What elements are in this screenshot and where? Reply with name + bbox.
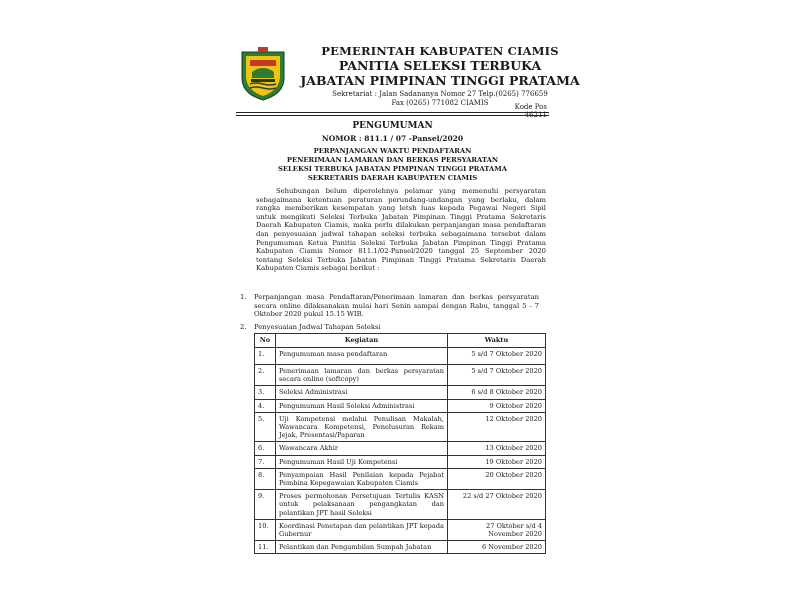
committee-name: PANITIA SELEKSI TERBUKA [338, 58, 542, 73]
intro-paragraph [256, 187, 546, 273]
table-row [255, 455, 546, 468]
subtitle-line: SEKRETARIS DAERAH KABUPATEN CIAMIS [307, 174, 478, 182]
cell-waktu: 9 Oktober 2020 [448, 399, 546, 412]
column-header-kegiatan: Kegiatan [276, 334, 448, 348]
letterhead-rule [236, 112, 549, 113]
table-row [255, 399, 546, 412]
cell-waktu: 5 s/d 7 Oktober 2020 [448, 348, 546, 365]
table-header-row [255, 334, 546, 348]
announcement-number: NOMOR : 811.1 / 07 -Pansel/2020 [321, 134, 464, 143]
cell-no: 7. [255, 455, 276, 468]
position-name: JABATAN PIMPINAN TINGGI PRATAMA [300, 73, 580, 88]
cell-waktu: 6 November 2020 [448, 541, 546, 554]
cell-kegiatan: Koordinasi Penetapan dan pelantikan JPT kepada Gubernur [276, 519, 448, 540]
cell-kegiatan: Penyampaian Hasil Penilaian kepada Pejabat Pembina Kepegawaian Kabupaten Ciamis [276, 468, 448, 489]
cell-no: 3. [255, 386, 276, 399]
intro-text: Sehubungan belum diperolehnya pelamar yang memenuhi persyaratan sebagaimana ketentuan peraturan perundang-undangan yang berlaku, dalam rangka memberikan kesempatan yang letsh luas kepada Pegawai Negeri Sipil untuk mengikuti Seleksi Terbuka Jabatan Pimpinan Tinggi Pratama Sekretaris Daerah Kabupaten Ciamis, maka perlu dilakukan perpanjangan masa pendaftaran dan penyesuaian jadwal tahapan seleksi terbuka sebagaimana tersebut dalam Pengumuman Ketua Panitia Seleksi Terbuka Jabatan Pimpinan Tinggi Pratama Kabupaten Ciamis Nomor 811.1/02-Pansel/2020 tanggal 25 September 2020 tentang Seleksi Terbuka Jabatan Pimpinan Tinggi Pratama Sekretaris Daerah Kabupaten Ciamis sebagai berikut : [256, 187, 546, 273]
cell-no: 2. [255, 365, 276, 386]
table-row [255, 519, 546, 540]
cell-kegiatan: Penerimaan lamaran dan berkas persyaratan secara online (softcopy) [276, 365, 448, 386]
cell-waktu: 27 Oktober s/d 4 November 2020 [448, 519, 546, 540]
cell-no: 6. [255, 442, 276, 455]
table-row [255, 365, 546, 386]
cell-no: 8. [255, 468, 276, 489]
list-item-text: Perpanjangan masa Pendaftaran/Penerimaan lamaran dan berkas persyaratan secara online dilaksanakan mulai hari Senin sampai dengan Rabu, tanggal 5 - 7 Oktober 2020 pukul 15.15 WIB. [254, 293, 539, 319]
table-row [255, 490, 546, 520]
cell-kegiatan: Pelantikan dan Pengambilan Sumpah Jabatan [276, 541, 448, 554]
table-row [255, 386, 546, 399]
address-line-2: Fax (0265) 771082 CIAMIS [391, 99, 489, 107]
address-line-1: Sekretariat : Jalan Sadananya Nomor 27 Telp.(0265) 776659 [332, 90, 548, 98]
list-item-text: Penyesuaian Jadwal Tahapan Seleksi [254, 323, 381, 331]
subtitle-line: PERPANJANGAN WAKTU PENDAFTARAN [313, 147, 472, 155]
column-header-no: No [255, 334, 276, 348]
cell-no: 9. [255, 490, 276, 520]
list-item-number: 2. [240, 323, 247, 331]
table-row [255, 442, 546, 455]
subtitle-line: SELEKSI TERBUKA JABATAN PIMPINAN TINGGI PRATAMA [277, 165, 508, 173]
cell-kegiatan: Uji Kompetensi melalui Penulisan Makalah, Wawancara Kompetensi, Penelusuran Rekam Jejak, Presentasi/Paparan [276, 412, 448, 442]
letterhead [300, 44, 580, 108]
postal-code: Kode Pos 46211 [514, 103, 547, 119]
cell-kegiatan: Seleksi Administrasi [276, 386, 448, 399]
cell-waktu: 20 Oktober 2020 [448, 468, 546, 489]
letterhead-rule-thin [236, 115, 549, 116]
table-row [255, 412, 546, 442]
cell-waktu: 5 s/d 7 Oktober 2020 [448, 365, 546, 386]
cell-no: 1. [255, 348, 276, 365]
table-row [255, 468, 546, 489]
kabupaten-ciamis-crest-icon [238, 46, 288, 102]
cell-no: 5. [255, 412, 276, 442]
column-header-waktu: Waktu [448, 334, 546, 348]
cell-waktu: 12 Oktober 2020 [448, 412, 546, 442]
announcement-subtitle [236, 147, 549, 183]
list-item-number: 1. [240, 293, 247, 301]
cell-waktu: 13 Oktober 2020 [448, 442, 546, 455]
cell-kegiatan: Wawancara Akhir [276, 442, 448, 455]
table-row [255, 348, 546, 365]
subtitle-line: PENERIMAAN LAMARAN DAN BERKAS PERSYARATAN [286, 156, 499, 164]
cell-no: 10. [255, 519, 276, 540]
cell-kegiatan: Pengumuman masa pendaftaran [276, 348, 448, 365]
cell-kegiatan: Pengumuman Hasil Uji Kompetensi [276, 455, 448, 468]
schedule-table [254, 333, 546, 554]
cell-waktu: 22 s/d 27 Oktober 2020 [448, 490, 546, 520]
government-name: PEMERINTAH KABUPATEN CIAMIS [321, 44, 559, 58]
cell-no: 11. [255, 541, 276, 554]
cell-waktu: 19 Oktober 2020 [448, 455, 546, 468]
cell-kegiatan: Pengumuman Hasil Seleksi Administrasi [276, 399, 448, 412]
cell-kegiatan: Proses permohonan Persetujuan Tertulis KASN untuk pelaksanaan pengangkatan dan pelantikan JPT hasil Seleksi [276, 490, 448, 520]
table-row [255, 541, 546, 554]
announcement-title: PENGUMUMAN [352, 121, 433, 131]
cell-no: 4. [255, 399, 276, 412]
cell-waktu: 6 s/d 8 Oktober 2020 [448, 386, 546, 399]
